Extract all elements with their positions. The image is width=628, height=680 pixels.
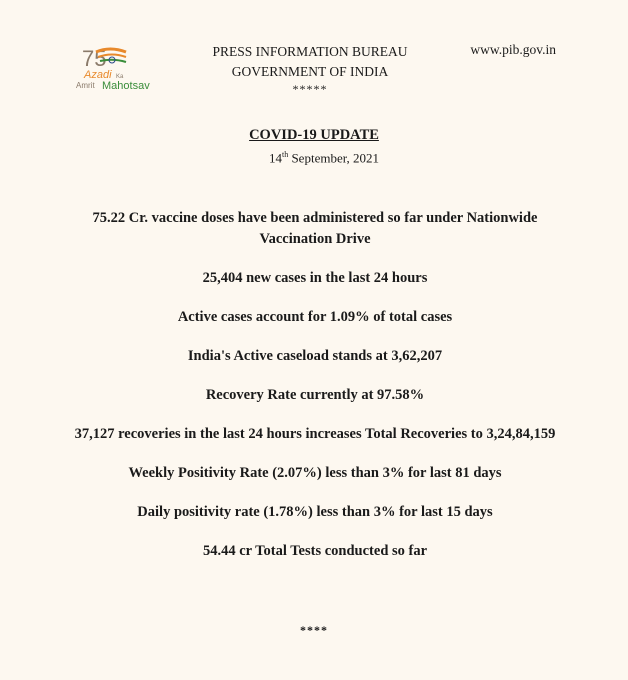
update-date — [0, 150, 628, 166]
footer-stars: **** — [300, 623, 328, 637]
org-name: PRESS INFORMATION BUREAU — [212, 44, 408, 59]
website-link[interactable]: www.pib.gov.in — [470, 42, 556, 57]
update-item: 75.22 Cr. vaccine doses have been administered so far under Nationwide Vaccination Drive — [92, 210, 538, 247]
update-item: Daily positivity rate (1.78%) less than 3% for last 15 days — [137, 504, 493, 520]
update-item: 37,127 recoveries in the last 24 hours increases Total Recoveries to 3,24,84,159 — [74, 426, 556, 442]
logo-line1: Azadi — [84, 69, 112, 81]
update-item: Recovery Rate currently at 97.58% — [205, 387, 425, 403]
gov-name: GOVERNMENT OF INDIA — [231, 64, 389, 79]
update-items — [70, 208, 560, 580]
logo-saffron-stroke — [96, 49, 126, 52]
update-item: India's Active caseload stands at 3,62,207 — [187, 348, 443, 364]
update-item: 54.44 cr Total Tests conducted so far — [202, 543, 428, 559]
logo-graphic — [76, 44, 168, 92]
page-title: COVID-19 UPDATE — [249, 127, 379, 143]
logo-line2-left: Amrit — [76, 81, 95, 90]
update-item: 25,404 new cases in the last 24 hours — [202, 270, 428, 286]
azadi-ka-amrit-mahotsav-logo — [76, 44, 168, 92]
logo-line1-small: Ka — [116, 74, 124, 80]
update-item: Weekly Positivity Rate (2.07%) less than 3% for last 81 days — [128, 465, 502, 481]
logo-line2-right: Mahotsav — [102, 80, 150, 92]
date-day: 14 — [268, 150, 282, 166]
header-stars: ***** — [292, 82, 328, 96]
header-block — [200, 42, 420, 96]
update-item: Active cases account for 1.09% of total cases — [177, 309, 453, 325]
date-suffix: th — [281, 150, 289, 159]
logo-number: 75 — [82, 46, 107, 71]
date-rest: September, 2021 — [288, 150, 380, 166]
